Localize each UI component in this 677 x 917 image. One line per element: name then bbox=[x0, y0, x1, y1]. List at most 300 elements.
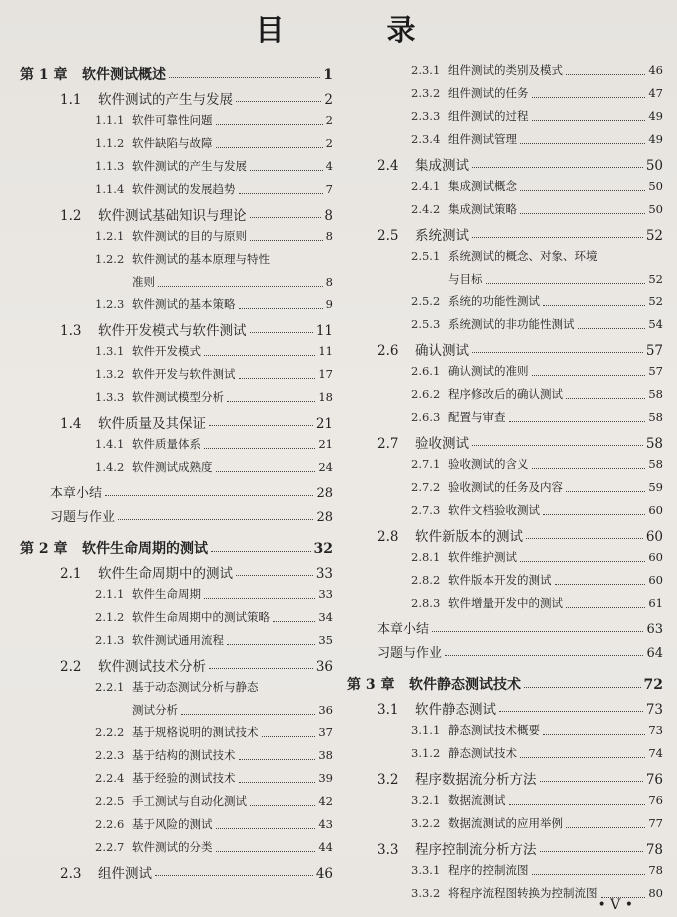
leader-dots bbox=[532, 97, 646, 98]
toc-entry-subsection[interactable] bbox=[20, 228, 333, 247]
toc-entry-page: 32 bbox=[313, 541, 333, 557]
toc-entry-number: 2.5 bbox=[377, 228, 399, 244]
page-number: • V • bbox=[597, 897, 633, 913]
toc-entry-section[interactable] bbox=[20, 88, 333, 108]
toc-entry-title: 本章小结 bbox=[377, 622, 430, 637]
toc-entry-title: 基于规格说明的测试技术 bbox=[132, 725, 259, 739]
toc-entry-subsection[interactable] bbox=[20, 459, 333, 478]
toc-entry-number: 1.1.3 bbox=[95, 159, 125, 173]
toc-entry-section[interactable] bbox=[347, 339, 663, 359]
leader-dots bbox=[445, 655, 643, 656]
toc-entry-title: 测试分析 bbox=[132, 703, 178, 717]
toc-entry-title: 集成测试 bbox=[415, 158, 469, 174]
toc-entry-page: 37 bbox=[318, 725, 333, 739]
leader-dots bbox=[239, 378, 316, 379]
toc-entry-title: 集成测试概念 bbox=[448, 179, 517, 193]
toc-entry-title: 手工测试与自动化测试 bbox=[132, 794, 247, 808]
toc-entry-subsection[interactable] bbox=[347, 363, 663, 382]
leader-dots bbox=[239, 782, 316, 783]
toc-entry-number: 2.6.3 bbox=[411, 410, 441, 424]
leader-dots bbox=[543, 305, 645, 306]
toc-entry-page: 57 bbox=[648, 364, 663, 378]
toc-entry-subsection[interactable] bbox=[20, 389, 333, 408]
toc-entry-title: 确认测试 bbox=[415, 343, 469, 359]
toc-entry-page: 60 bbox=[645, 529, 663, 545]
toc-entry-chapter[interactable] bbox=[20, 64, 333, 84]
toc-entry-subsection[interactable] bbox=[20, 343, 333, 362]
toc-entry-number: 2.6 bbox=[377, 343, 399, 359]
toc-entry-section[interactable] bbox=[20, 204, 333, 224]
toc-entry-number: 1.3 bbox=[60, 323, 82, 339]
toc-entry-section[interactable] bbox=[347, 224, 663, 244]
toc-entry-number: 1.1.2 bbox=[95, 136, 125, 150]
toc-entry-number: 3.1.1 bbox=[411, 723, 441, 737]
toc-entry-title: 系统的功能性测试 bbox=[448, 294, 540, 308]
toc-entry-title: 静态测试技术 bbox=[448, 746, 517, 760]
toc-entry-page: 58 bbox=[648, 457, 663, 471]
toc-entry-number: 2.8.2 bbox=[411, 573, 441, 587]
toc-entry-number: 3.2.2 bbox=[411, 816, 441, 830]
toc-entry-number: 1.1 bbox=[60, 92, 82, 108]
toc-entry-number: 2.3.1 bbox=[411, 63, 441, 77]
toc-entry-title: 验收测试 bbox=[415, 436, 469, 452]
toc-entry-subsection[interactable] bbox=[20, 747, 333, 766]
toc-entry-page: 28 bbox=[316, 510, 333, 525]
toc-entry-number: 1.2 bbox=[60, 208, 82, 224]
toc-entry-title: 基于风险的测试 bbox=[132, 817, 213, 831]
toc-entry-chapter[interactable] bbox=[20, 538, 333, 558]
leader-dots bbox=[239, 193, 323, 194]
leader-dots bbox=[566, 398, 645, 399]
toc-entry-number: 1.3.1 bbox=[95, 344, 125, 358]
leader-dots bbox=[472, 352, 643, 353]
toc-entry-subsection[interactable] bbox=[20, 158, 333, 177]
toc-entry-number: 3.2 bbox=[377, 772, 399, 788]
toc-entry-subsection[interactable] bbox=[347, 131, 663, 150]
toc-entry-page: 76 bbox=[648, 793, 663, 807]
toc-right-column bbox=[347, 62, 663, 908]
toc-entry-page: 58 bbox=[648, 410, 663, 424]
toc-entry-page: 7 bbox=[325, 182, 333, 196]
toc-entry-cont[interactable] bbox=[347, 271, 663, 289]
toc-entry-subsection[interactable] bbox=[347, 722, 663, 741]
toc-entry-subsection[interactable] bbox=[347, 815, 663, 834]
toc-entry-page: 1 bbox=[323, 67, 333, 83]
toc-entry-page: 78 bbox=[645, 842, 663, 858]
toc-entry-subsection[interactable] bbox=[20, 135, 333, 154]
toc-entry-title: 基于动态测试分析与静态 bbox=[132, 680, 259, 694]
leader-dots bbox=[216, 851, 316, 852]
toc-entry-title: 软件生命周期中的测试策略 bbox=[132, 610, 270, 624]
toc-entry-page: 63 bbox=[646, 622, 663, 637]
toc-entry-title: 软件静态测试技术 bbox=[409, 677, 521, 693]
toc-entry-subsection[interactable] bbox=[20, 679, 333, 698]
toc-entry-number: 2.1 bbox=[60, 566, 82, 582]
toc-entry-summary[interactable] bbox=[347, 642, 663, 662]
toc-entry-title: 程序修改后的确认测试 bbox=[448, 387, 563, 401]
toc-entry-section[interactable] bbox=[20, 319, 333, 339]
toc-entry-title: 软件开发模式与软件测试 bbox=[98, 323, 247, 339]
leader-dots bbox=[499, 711, 643, 712]
leader-dots bbox=[204, 448, 315, 449]
toc-entry-title: 组件测试管理 bbox=[448, 132, 517, 146]
toc-entry-page: 39 bbox=[318, 771, 333, 785]
toc-entry-number: 2.7.1 bbox=[411, 457, 441, 471]
leader-dots bbox=[216, 828, 316, 829]
toc-entry-number: 3.1 bbox=[377, 702, 399, 718]
toc-entry-subsection[interactable] bbox=[20, 112, 333, 131]
toc-entry-title: 软件开发模式 bbox=[132, 344, 201, 358]
toc-entry-page: 77 bbox=[648, 816, 663, 830]
toc-entry-subsection[interactable] bbox=[20, 793, 333, 812]
toc-entry-subsection[interactable] bbox=[347, 479, 663, 498]
toc-entry-title: 组件测试的过程 bbox=[448, 109, 529, 123]
toc-entry-subsection[interactable] bbox=[347, 572, 663, 591]
toc-entry-title: 软件测试的产生与发展 bbox=[98, 92, 233, 108]
toc-entry-subsection[interactable] bbox=[347, 201, 663, 220]
toc-entry-page: 61 bbox=[648, 596, 663, 610]
leader-dots bbox=[432, 631, 643, 632]
toc-entry-title: 软件缺陷与故障 bbox=[132, 136, 213, 150]
toc-entry-title: 软件测试的基本原理与特性 bbox=[132, 252, 270, 266]
toc-entry-subsection[interactable] bbox=[347, 316, 663, 335]
toc-entry-subsection[interactable] bbox=[347, 386, 663, 405]
toc-entry-page: 24 bbox=[318, 460, 333, 474]
leader-dots bbox=[520, 757, 645, 758]
toc-entry-number: 2.2.3 bbox=[95, 748, 125, 762]
toc-entry-subsection[interactable] bbox=[20, 436, 333, 455]
toc-entry-page: 64 bbox=[646, 646, 663, 661]
leader-dots bbox=[520, 561, 645, 562]
toc-entry-number: 2.2.7 bbox=[95, 840, 125, 854]
leader-dots bbox=[566, 607, 645, 608]
toc-entry-number: 第 2 章 bbox=[20, 541, 68, 557]
toc-entry-title: 基于结构的测试技术 bbox=[132, 748, 236, 762]
toc-entry-section[interactable] bbox=[347, 154, 663, 174]
toc-entry-subsection[interactable] bbox=[20, 251, 333, 270]
toc-entry-summary[interactable] bbox=[20, 482, 333, 502]
toc-entry-subsection[interactable] bbox=[20, 770, 333, 789]
toc-entry-title: 配置与审查 bbox=[448, 410, 506, 424]
toc-entry-subsection[interactable] bbox=[20, 181, 333, 200]
toc-entry-number: 2.5.3 bbox=[411, 317, 441, 331]
leader-dots bbox=[216, 471, 316, 472]
toc-entry-page: 73 bbox=[648, 723, 663, 737]
toc-entry-title: 软件测试的分类 bbox=[132, 840, 213, 854]
leader-dots bbox=[520, 213, 645, 214]
toc-entry-number: 1.2.3 bbox=[95, 297, 125, 311]
leader-dots bbox=[540, 781, 643, 782]
toc-entry-title: 软件开发与软件测试 bbox=[132, 367, 236, 381]
toc-entry-title: 程序的控制流图 bbox=[448, 863, 529, 877]
toc-entry-page: 73 bbox=[645, 702, 663, 718]
leader-dots bbox=[239, 308, 323, 309]
leader-dots bbox=[239, 759, 316, 760]
toc-entry-page: 8 bbox=[324, 208, 333, 224]
toc-entry-number: 2.2.2 bbox=[95, 725, 125, 739]
leader-dots bbox=[204, 598, 315, 599]
toc-entry-subsection[interactable] bbox=[20, 609, 333, 628]
leader-dots bbox=[509, 804, 646, 805]
leader-dots bbox=[578, 328, 646, 329]
toc-entry-title: 软件生命周期的测试 bbox=[82, 541, 208, 557]
toc-entry-subsection[interactable] bbox=[20, 816, 333, 835]
toc-gap bbox=[347, 666, 663, 672]
leader-dots bbox=[211, 551, 311, 552]
toc-entry-page: 21 bbox=[318, 437, 333, 451]
toc-entry-page: 52 bbox=[648, 272, 663, 286]
toc-entry-subsection[interactable] bbox=[347, 293, 663, 312]
toc-entry-subsection[interactable] bbox=[20, 366, 333, 385]
toc-entry-title: 习题与作业 bbox=[50, 510, 116, 525]
leader-dots bbox=[236, 575, 313, 576]
toc-entry-subsection[interactable] bbox=[347, 85, 663, 104]
toc-entry-number: 2.2.4 bbox=[95, 771, 125, 785]
toc-entry-number: 2.3 bbox=[60, 866, 82, 882]
toc-entry-section[interactable] bbox=[20, 655, 333, 675]
toc-entry-page: 59 bbox=[648, 480, 663, 494]
toc-entry-subsection[interactable] bbox=[20, 632, 333, 651]
toc-entry-title: 软件测试的目的与原则 bbox=[132, 229, 247, 243]
toc-entry-title: 数据流测试 bbox=[448, 793, 506, 807]
toc-entry-number: 2.1.3 bbox=[95, 633, 125, 647]
leader-dots bbox=[532, 120, 646, 121]
toc-entry-subsection[interactable] bbox=[347, 62, 663, 81]
toc-entry-subsection[interactable] bbox=[20, 724, 333, 743]
leader-dots bbox=[509, 421, 646, 422]
toc-entry-number: 2.4.1 bbox=[411, 179, 441, 193]
leader-dots bbox=[532, 375, 646, 376]
leader-dots bbox=[118, 519, 313, 520]
toc-entry-page: 46 bbox=[315, 866, 333, 882]
leader-dots bbox=[566, 827, 645, 828]
toc-entry-page: 33 bbox=[315, 566, 333, 582]
leader-dots bbox=[472, 167, 643, 168]
leader-dots bbox=[543, 734, 645, 735]
toc-entry-subsection[interactable] bbox=[20, 296, 333, 315]
toc-entry-page: 8 bbox=[325, 275, 333, 289]
toc-entry-subsection[interactable] bbox=[347, 792, 663, 811]
toc-entry-subsection[interactable] bbox=[347, 248, 663, 267]
toc-entry-title: 准则 bbox=[132, 275, 155, 289]
toc-entry-chapter[interactable] bbox=[347, 674, 663, 694]
toc-entry-number: 2.6.1 bbox=[411, 364, 441, 378]
leader-dots bbox=[555, 584, 646, 585]
toc-entry-page: 44 bbox=[318, 840, 333, 854]
toc-entry-page: 34 bbox=[318, 610, 333, 624]
leader-dots bbox=[227, 401, 315, 402]
toc-entry-summary[interactable] bbox=[20, 506, 333, 526]
toc-entry-page: 72 bbox=[643, 677, 663, 693]
toc-entry-number: 2.4.2 bbox=[411, 202, 441, 216]
leader-dots bbox=[543, 514, 645, 515]
toc-entry-title: 验收测试的任务及内容 bbox=[448, 480, 563, 494]
leader-dots bbox=[486, 283, 646, 284]
toc-entry-section[interactable] bbox=[20, 562, 333, 582]
toc-entry-page: 38 bbox=[318, 748, 333, 762]
toc-entry-page: 74 bbox=[648, 746, 663, 760]
toc-entry-section[interactable] bbox=[347, 838, 663, 858]
toc-entry-title: 软件测试基础知识与理论 bbox=[98, 208, 247, 224]
toc-entry-number: 2.8.1 bbox=[411, 550, 441, 564]
toc-entry-page: 78 bbox=[648, 863, 663, 877]
toc-entry-title: 软件可靠性问题 bbox=[132, 113, 213, 127]
leader-dots bbox=[250, 332, 313, 333]
leader-dots bbox=[540, 851, 643, 852]
toc-entry-page: 60 bbox=[648, 503, 663, 517]
leader-dots bbox=[250, 217, 322, 218]
toc-entry-title: 集成测试策略 bbox=[448, 202, 517, 216]
toc-entry-section[interactable] bbox=[347, 432, 663, 452]
toc-entry-cont[interactable] bbox=[20, 274, 333, 292]
leader-dots bbox=[181, 714, 315, 715]
toc-entry-subsection[interactable] bbox=[347, 745, 663, 764]
toc-entry-page: 2 bbox=[324, 92, 333, 108]
toc-entry-title: 软件版本开发的测试 bbox=[448, 573, 552, 587]
toc-entry-section[interactable] bbox=[20, 412, 333, 432]
toc-entry-number: 1.1.4 bbox=[95, 182, 125, 196]
toc-entry-number: 第 1 章 bbox=[20, 67, 68, 83]
leader-dots bbox=[250, 805, 315, 806]
toc-entry-page: 33 bbox=[318, 587, 333, 601]
leader-dots bbox=[204, 355, 315, 356]
leader-dots bbox=[216, 147, 323, 148]
toc-entry-section[interactable] bbox=[347, 698, 663, 718]
toc-entry-subsection[interactable] bbox=[347, 456, 663, 475]
toc-entry-page: 42 bbox=[318, 794, 333, 808]
toc-entry-number: 1.3.2 bbox=[95, 367, 125, 381]
toc-entry-title: 习题与作业 bbox=[377, 646, 443, 661]
toc-entry-summary[interactable] bbox=[347, 618, 663, 638]
toc-entry-page: 76 bbox=[645, 772, 663, 788]
toc-entry-title: 软件文档验收测试 bbox=[448, 503, 540, 517]
toc-entry-number: 1.2.1 bbox=[95, 229, 125, 243]
leader-dots bbox=[566, 491, 645, 492]
toc-entry-title: 软件维护测试 bbox=[448, 550, 517, 564]
toc-entry-page: 80 bbox=[648, 886, 663, 900]
toc-entry-section[interactable] bbox=[347, 525, 663, 545]
toc-entry-subsection[interactable] bbox=[347, 862, 663, 881]
toc-entry-section[interactable] bbox=[20, 862, 333, 882]
toc-entry-title: 软件测试通用流程 bbox=[132, 633, 224, 647]
toc-entry-page: 18 bbox=[318, 390, 333, 404]
toc-entry-title: 软件生命周期 bbox=[132, 587, 201, 601]
toc-entry-number: 2.2.5 bbox=[95, 794, 125, 808]
toc-entry-number: 2.3.3 bbox=[411, 109, 441, 123]
leader-dots bbox=[250, 240, 323, 241]
toc-entry-title: 系统测试的非功能性测试 bbox=[448, 317, 575, 331]
toc-entry-number: 3.3.1 bbox=[411, 863, 441, 877]
toc-entry-number: 2.1.1 bbox=[95, 587, 125, 601]
toc-entry-number: 第 3 章 bbox=[347, 677, 395, 693]
toc-entry-number: 2.2.6 bbox=[95, 817, 125, 831]
toc-entry-subsection[interactable] bbox=[347, 409, 663, 428]
toc-entry-subsection[interactable] bbox=[347, 502, 663, 521]
toc-entry-page: 52 bbox=[645, 228, 663, 244]
toc-entry-page: 50 bbox=[648, 202, 663, 216]
leader-dots bbox=[169, 77, 320, 78]
toc-entry-number: 2.3.4 bbox=[411, 132, 441, 146]
leader-dots bbox=[227, 644, 315, 645]
leader-dots bbox=[532, 874, 646, 875]
leader-dots bbox=[520, 143, 645, 144]
leader-dots bbox=[532, 468, 646, 469]
toc-entry-page: 2 bbox=[325, 113, 333, 127]
toc-entry-title: 软件测试的基本策略 bbox=[132, 297, 236, 311]
toc-entry-title: 确认测试的准则 bbox=[448, 364, 529, 378]
toc-entry-number: 3.2.1 bbox=[411, 793, 441, 807]
toc-entry-page: 52 bbox=[648, 294, 663, 308]
toc-entry-number: 2.8 bbox=[377, 529, 399, 545]
toc-entry-number: 2.7.3 bbox=[411, 503, 441, 517]
toc-entry-number: 2.7 bbox=[377, 436, 399, 452]
toc-entry-page: 50 bbox=[648, 179, 663, 193]
leader-dots bbox=[524, 687, 641, 688]
toc-entry-number: 1.1.1 bbox=[95, 113, 125, 127]
toc-entry-title: 本章小结 bbox=[50, 486, 103, 501]
toc-entry-page: 4 bbox=[325, 159, 333, 173]
toc-entry-number: 1.4 bbox=[60, 416, 82, 432]
toc-entry-page: 11 bbox=[315, 323, 333, 339]
toc-entry-page: 8 bbox=[325, 229, 333, 243]
toc-entry-section[interactable] bbox=[347, 768, 663, 788]
toc-entry-title: 与目标 bbox=[448, 272, 483, 286]
toc-entry-page: 58 bbox=[645, 436, 663, 452]
toc-entry-title: 系统测试 bbox=[415, 228, 469, 244]
toc-entry-number: 2.3.2 bbox=[411, 86, 441, 100]
toc-entry-subsection[interactable] bbox=[20, 586, 333, 605]
toc-entry-page: 28 bbox=[316, 486, 333, 501]
leader-dots bbox=[472, 237, 643, 238]
page-title: 目 录 bbox=[255, 13, 462, 47]
toc-entry-title: 软件静态测试 bbox=[415, 702, 496, 718]
toc-entry-page: 60 bbox=[648, 550, 663, 564]
toc-entry-subsection[interactable] bbox=[347, 178, 663, 197]
toc-entry-title: 组件测试的任务 bbox=[448, 86, 529, 100]
toc-entry-subsection[interactable] bbox=[347, 549, 663, 568]
toc-entry-number: 2.2 bbox=[60, 659, 82, 675]
leader-dots bbox=[250, 170, 323, 171]
toc-entry-subsection[interactable] bbox=[347, 108, 663, 127]
toc-entry-title: 软件质量体系 bbox=[132, 437, 201, 451]
leader-dots bbox=[273, 621, 315, 622]
toc-entry-number: 2.5.1 bbox=[411, 249, 441, 263]
toc-gap bbox=[20, 530, 333, 536]
toc-entry-cont[interactable] bbox=[20, 702, 333, 720]
toc-entry-number: 1.4.2 bbox=[95, 460, 125, 474]
toc-entry-page: 60 bbox=[648, 573, 663, 587]
toc-entry-page: 54 bbox=[648, 317, 663, 331]
leader-dots bbox=[520, 190, 645, 191]
toc-entry-page: 35 bbox=[318, 633, 333, 647]
toc-entry-title: 静态测试技术概要 bbox=[448, 723, 540, 737]
toc-entry-subsection[interactable] bbox=[20, 839, 333, 858]
toc-entry-number: 2.4 bbox=[377, 158, 399, 174]
toc-entry-number: 2.5.2 bbox=[411, 294, 441, 308]
leader-dots bbox=[526, 538, 643, 539]
toc-entry-title: 程序数据流分析方法 bbox=[415, 772, 537, 788]
toc-entry-number: 3.3 bbox=[377, 842, 399, 858]
leader-dots bbox=[566, 74, 645, 75]
toc-entry-title: 程序控制流分析方法 bbox=[415, 842, 537, 858]
leader-dots bbox=[216, 124, 323, 125]
toc-entry-page: 17 bbox=[318, 367, 333, 381]
toc-entry-page: 58 bbox=[648, 387, 663, 401]
toc-entry-page: 2 bbox=[325, 136, 333, 150]
toc-entry-number: 1.2.2 bbox=[95, 252, 125, 266]
toc-entry-subsection[interactable] bbox=[347, 595, 663, 614]
toc-entry-title: 数据流测试的应用举例 bbox=[448, 816, 563, 830]
